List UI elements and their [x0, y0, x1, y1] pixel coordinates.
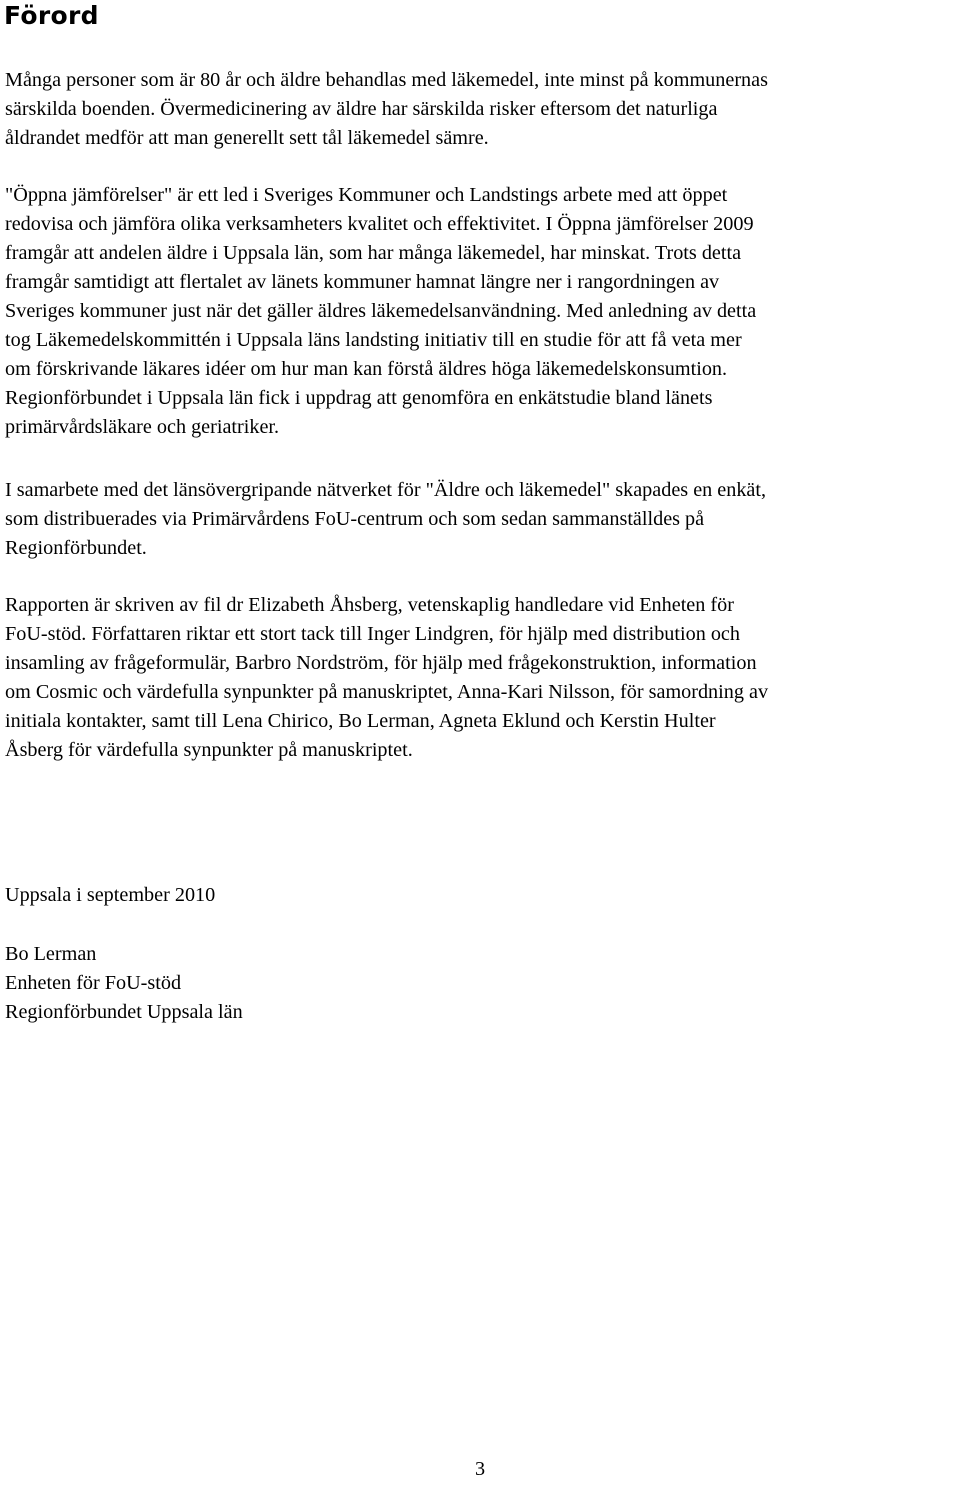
- text-line: FoU-stöd. Författaren riktar ett stort tack till Inger Lindgren, för hjälp med distribution och: [5, 623, 740, 645]
- text-line: särskilda boenden. Övermedicinering av äldre har särskilda risker eftersom det naturliga: [5, 98, 718, 120]
- text-line: redovisa och jämföra olika verksamheters kvalitet och effektivitet. I Öppna jämförelser 2009: [5, 213, 754, 235]
- text-line: om förskrivande läkares idéer om hur man kan förstå äldres höga läkemedelskonsumtion.: [5, 358, 728, 380]
- text-line: Sveriges kommuner just när det gäller äldres läkemedelsanvändning. Med anledning av detta: [5, 300, 757, 322]
- paragraph-acknowledgements: [5, 591, 960, 765]
- place-and-date: Uppsala i september 2010: [5, 884, 216, 906]
- signatory-organization: Regionförbundet Uppsala län: [5, 1001, 243, 1023]
- paragraph-intro: [5, 66, 960, 153]
- text-line: Många personer som är 80 år och äldre behandlas med läkemedel, inte minst på kommunernas: [5, 69, 768, 91]
- text-line: insamling av frågeformulär, Barbro Nordström, för hjälp med frågekonstruktion, information: [5, 652, 757, 674]
- text-line: som distribuerades via Primärvårdens FoU-centrum och som sedan sammanställdes på: [5, 508, 705, 530]
- page-title: Förord: [4, 1, 99, 30]
- signatory-name: Bo Lerman: [5, 943, 97, 965]
- signature-block: [5, 940, 243, 1027]
- page-number: 3: [474, 1458, 486, 1480]
- text-line: "Öppna jämförelser" är ett led i Sveriges Kommuner och Landstings arbete med att öppet: [5, 184, 728, 206]
- text-line: I samarbete med det länsövergripande nätverket för "Äldre och läkemedel" skapades en enkät,: [5, 479, 767, 501]
- paragraph-collaboration: [5, 476, 960, 563]
- text-line: Regionförbundet.: [5, 537, 147, 559]
- text-line: initiala kontakter, samt till Lena Chirico, Bo Lerman, Agneta Eklund och Kerstin Hulter: [5, 710, 716, 732]
- paragraph-background: [5, 181, 960, 442]
- text-line: Åsberg för värdefulla synpunkter på manuskriptet.: [5, 739, 413, 761]
- signatory-unit: Enheten för FoU-stöd: [5, 972, 182, 994]
- text-line: Rapporten är skriven av fil dr Elizabeth Åhsberg, vetenskaplig handledare vid Enheten för: [5, 594, 734, 616]
- text-line: om Cosmic och värdefulla synpunkter på manuskriptet, Anna-Kari Nilsson, för samordning av: [5, 681, 769, 703]
- text-line: primärvårdsläkare och geriatriker.: [5, 416, 280, 438]
- text-line: åldrandet medför att man generellt sett tål läkemedel sämre.: [5, 127, 489, 149]
- text-line: Regionförbundet i Uppsala län fick i uppdrag att genomföra en enkätstudie bland länets: [5, 387, 713, 409]
- text-line: framgår att andelen äldre i Uppsala län, som har många läkemedel, har minskat. Trots detta: [5, 242, 742, 264]
- text-line: tog Läkemedelskommittén i Uppsala läns landsting initiativ till en studie för att få veta mer: [5, 329, 742, 351]
- text-line: framgår samtidigt att flertalet av länets kommuner hamnat längre ner i rangordningen av: [5, 271, 720, 293]
